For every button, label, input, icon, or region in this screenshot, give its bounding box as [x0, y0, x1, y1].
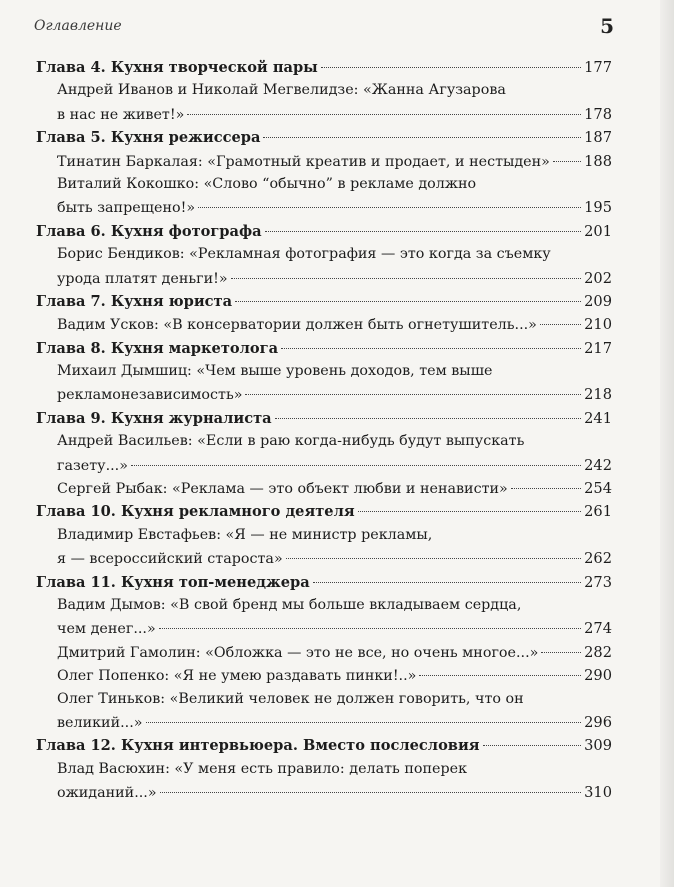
toc-entry[interactable] — [36, 641, 612, 664]
toc-page-number: 209 — [584, 292, 612, 310]
toc-entry[interactable] — [36, 150, 612, 173]
chapter-title: Глава 10. Кухня рекламного деятеля — [36, 503, 355, 521]
toc-line — [36, 477, 612, 500]
toc-chapter[interactable] — [36, 407, 612, 430]
toc-entry[interactable] — [36, 688, 612, 735]
toc-page-number: 178 — [584, 105, 612, 123]
toc-line — [36, 758, 612, 781]
entry-title: я — всероссийский староста» — [57, 551, 283, 568]
entry-title: Виталий Кокошко: «Слово “обычно” в рекламе должно — [57, 175, 477, 192]
toc-page-number: 282 — [584, 643, 612, 661]
toc-page-number: 290 — [584, 667, 612, 685]
toc-line — [36, 56, 612, 79]
dot-leader — [553, 161, 581, 162]
toc-page-number: 296 — [584, 713, 612, 731]
entry-title: Борис Бендиков: «Рекламная фотография — это когда за съемку — [57, 246, 551, 263]
toc-page-number: 188 — [584, 152, 612, 170]
toc-entry[interactable] — [36, 313, 612, 336]
entry-title: Влад Васюхин: «У меня есть правило: делать поперек — [57, 760, 468, 777]
toc-chapter[interactable] — [36, 290, 612, 313]
entry-title: ожиданий...» — [57, 785, 157, 802]
entry-title: в нас не живет!» — [57, 106, 185, 123]
dot-leader — [265, 231, 582, 232]
dot-leader — [286, 558, 581, 559]
dot-leader — [541, 652, 581, 653]
toc-entry[interactable] — [36, 477, 612, 500]
toc-page-number: 310 — [584, 784, 612, 802]
table-of-contents — [36, 56, 612, 805]
entry-title: Олег Попенко: «Я не умею раздавать пинки!..» — [57, 668, 417, 685]
toc-line — [36, 243, 612, 266]
toc-page-number: 274 — [584, 620, 612, 638]
chapter-title: Глава 11. Кухня топ-менеджера — [36, 573, 310, 591]
entry-title: Вадим Усков: «В консерватории должен быть огнетушитель...» — [57, 317, 537, 334]
toc-page-number: 254 — [584, 480, 612, 498]
entry-title: быть запрещено!» — [57, 200, 196, 217]
toc-line — [36, 688, 612, 711]
toc-chapter[interactable] — [36, 56, 612, 79]
dot-leader — [275, 418, 582, 419]
entry-title: Дмитрий Гамолин: «Обложка — это не все, но очень многое...» — [57, 644, 539, 661]
dot-leader — [358, 511, 581, 512]
toc-line — [36, 337, 612, 360]
toc-line — [36, 196, 612, 219]
toc-line — [36, 711, 612, 734]
dot-leader — [540, 324, 581, 325]
toc-line — [36, 430, 612, 453]
entry-title: Андрей Иванов и Николай Мегвелидзе: «Жанна Агузарова — [57, 82, 506, 99]
chapter-title: Глава 6. Кухня фотографа — [36, 222, 262, 240]
chapter-title: Глава 4. Кухня творческой пары — [36, 59, 318, 76]
toc-chapter[interactable] — [36, 500, 612, 523]
toc-line — [36, 617, 612, 640]
toc-entry[interactable] — [36, 524, 612, 571]
toc-page-number: 273 — [584, 573, 612, 591]
toc-entry[interactable] — [36, 360, 612, 407]
toc-entry[interactable] — [36, 430, 612, 477]
toc-line — [36, 594, 612, 617]
toc-entry[interactable] — [36, 79, 612, 126]
toc-entry[interactable] — [36, 758, 612, 805]
page-number: 5 — [600, 14, 614, 38]
dot-leader — [245, 394, 581, 395]
entry-title: Михаил Дымшиц: «Чем выше уровень доходов, тем выше — [57, 363, 493, 380]
toc-line — [36, 267, 612, 290]
dot-leader — [131, 465, 581, 466]
toc-page-number: 242 — [584, 456, 612, 474]
toc-page-number: 218 — [584, 386, 612, 404]
toc-page-number: 217 — [584, 339, 612, 357]
entry-title: Владимир Евстафьев: «Я — не министр рекламы, — [57, 526, 433, 543]
toc-line — [36, 173, 612, 196]
toc-entry[interactable] — [36, 594, 612, 641]
toc-page-number: 195 — [584, 199, 612, 217]
toc-entry[interactable] — [36, 243, 612, 290]
chapter-title: Глава 8. Кухня маркетолога — [36, 339, 279, 357]
dot-leader — [187, 114, 581, 115]
toc-line — [36, 407, 612, 430]
entry-title: Олег Тиньков: «Великий человек не должен говорить, что он — [57, 690, 524, 707]
dot-leader — [160, 792, 582, 793]
page-edge-shadow — [660, 0, 674, 887]
toc-page-number: 177 — [584, 59, 612, 76]
dot-leader — [511, 488, 581, 489]
toc-chapter[interactable] — [36, 571, 612, 594]
toc-chapter[interactable] — [36, 337, 612, 360]
toc-line — [36, 664, 612, 687]
entry-title: великий...» — [57, 714, 143, 731]
chapter-title: Глава 9. Кухня журналиста — [36, 409, 272, 427]
dot-leader — [235, 301, 581, 302]
toc-line — [36, 290, 612, 313]
toc-page-number: 187 — [584, 129, 612, 147]
toc-page-number: 241 — [584, 409, 612, 427]
chapter-title: Глава 5. Кухня режиссера — [36, 129, 261, 147]
toc-line — [36, 126, 612, 149]
dot-leader — [419, 675, 581, 676]
toc-page-number: 201 — [584, 222, 612, 240]
toc-line — [36, 220, 612, 243]
chapter-title: Глава 12. Кухня интервьюера. Вместо послесловия — [36, 737, 480, 755]
entry-title: Андрей Васильев: «Если в раю когда-нибудь будут выпускать — [57, 433, 525, 450]
toc-line — [36, 360, 612, 383]
chapter-title: Глава 7. Кухня юриста — [36, 292, 233, 310]
dot-leader — [146, 722, 582, 723]
dot-leader — [313, 582, 581, 583]
entry-title: Тинатин Баркалая: «Грамотный креатив и продает, и нестыден» — [57, 153, 550, 170]
toc-line — [36, 79, 612, 102]
toc-chapter[interactable] — [36, 126, 612, 149]
toc-page-number: 262 — [584, 550, 612, 568]
dot-leader — [281, 348, 581, 349]
entry-title: рекламонезависимость» — [57, 387, 243, 404]
toc-line — [36, 734, 612, 757]
dot-leader — [159, 628, 581, 629]
toc-line — [36, 571, 612, 594]
toc-line — [36, 500, 612, 523]
toc-line — [36, 524, 612, 547]
dot-leader — [231, 278, 581, 279]
dot-leader — [263, 137, 581, 138]
entry-title: Вадим Дымов: «В свой бренд мы больше вкладываем сердца, — [57, 596, 522, 613]
toc-line — [36, 313, 612, 336]
page-header — [34, 14, 614, 40]
toc-entry[interactable] — [36, 173, 612, 220]
dot-leader — [321, 67, 581, 68]
toc-page-number: 261 — [584, 503, 612, 521]
section-title: Оглавление — [34, 18, 122, 34]
toc-line — [36, 781, 612, 804]
entry-title: Сергей Рыбак: «Реклама — это объект любви и ненависти» — [57, 481, 508, 498]
toc-line — [36, 383, 612, 406]
toc-line — [36, 641, 612, 664]
toc-chapter[interactable] — [36, 220, 612, 243]
toc-page-number: 210 — [584, 316, 612, 334]
toc-page-number: 202 — [584, 269, 612, 287]
toc-line — [36, 103, 612, 126]
entry-title: газету...» — [57, 457, 128, 474]
toc-line — [36, 454, 612, 477]
entry-title: урода платят деньги!» — [57, 270, 228, 287]
toc-line — [36, 150, 612, 173]
dot-leader — [483, 745, 582, 746]
toc-chapter[interactable] — [36, 734, 612, 757]
dot-leader — [198, 207, 581, 208]
entry-title: чем денег...» — [57, 621, 156, 638]
toc-line — [36, 547, 612, 570]
toc-page-number: 309 — [584, 737, 612, 755]
toc-entry[interactable] — [36, 664, 612, 687]
